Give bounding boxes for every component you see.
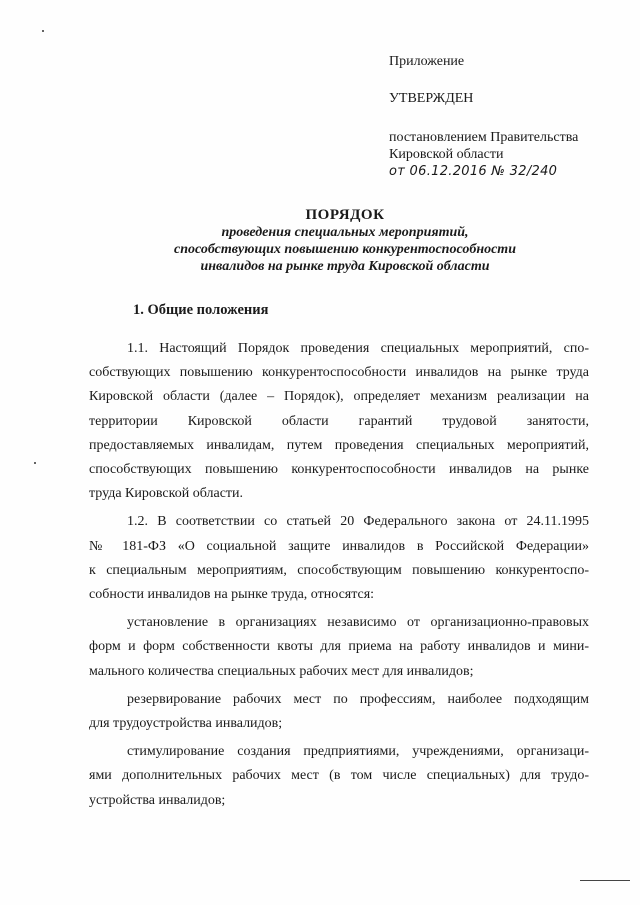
- approved-label: УТВЕРЖДЕН: [389, 91, 474, 106]
- scan-speck: [42, 30, 44, 32]
- appendix-label: Приложение: [389, 54, 465, 69]
- text-line: к специальным мероприятиям, способствующим повышению конкурентоспо-: [89, 562, 589, 578]
- text-line: собности инвалидов на рынке труда, относятся:: [89, 587, 375, 603]
- handwritten-date-number: от 06.12.2016 № 32/240: [389, 164, 558, 179]
- text-line: ями дополнительных рабочих мест (в том числе специальных) для трудо-: [89, 768, 589, 784]
- text-line: труда Кировской области.: [89, 486, 244, 502]
- title-line-1: проведения специальных мероприятий,: [221, 225, 469, 240]
- scan-speck: [34, 462, 36, 464]
- text-line: Кировской области (далее – Порядок), определяет механизм реализации на: [89, 389, 589, 405]
- list-item-quota: [89, 611, 589, 684]
- text-line: резервирование рабочих мест по профессиям, наиболее подходящим: [127, 691, 589, 707]
- text-line: собствующих повышению конкурентоспособности инвалидов на рынке труда: [89, 365, 589, 381]
- paragraph-1-2: [89, 510, 589, 607]
- section-heading: 1. Общие положения: [133, 302, 269, 318]
- text-line: 1.2. В соответствии со статьей 20 Федерального закона от 24.11.1995: [127, 514, 589, 530]
- text-line: для трудоустройства инвалидов;: [89, 716, 283, 732]
- title-line-3: инвалидов на рынке труда Кировской области: [200, 259, 490, 274]
- text-line: установление в организациях независимо от организационно-правовых: [127, 615, 589, 631]
- text-line: способствующих повышению конкурентоспособности инвалидов на рынке: [89, 462, 589, 478]
- text-line: форм и форм собственности квоты для приема на работу инвалидов и мини-: [89, 639, 589, 655]
- document-title: [110, 207, 580, 275]
- list-item-stimulation: [89, 740, 589, 813]
- text-line: территории Кировской области гарантий трудовой занятости,: [89, 413, 589, 429]
- text-line: стимулирование создания предприятиями, учреждениями, организаци-: [127, 744, 589, 760]
- text-line: 1.1. Настоящий Порядок проведения специальных мероприятий, спо-: [127, 341, 589, 356]
- text-line: мального количества специальных рабочих мест для инвалидов;: [89, 663, 474, 679]
- resolution-line-1: постановлением Правительства: [389, 130, 579, 145]
- title-line-2: способствующих повышению конкурентоспособности: [174, 242, 516, 257]
- title-main: ПОРЯДОК: [305, 207, 385, 223]
- text-line: № 181-ФЗ «О социальной защите инвалидов в Российской Федерации»: [89, 538, 589, 554]
- body-text: [89, 337, 589, 817]
- text-line: устройства инвалидов;: [89, 792, 226, 808]
- text-line: предоставляемых инвалидам, путем проведения специальных мероприятий,: [89, 437, 589, 453]
- resolution-line-2: Кировской области: [389, 147, 504, 162]
- paragraph-1-1: [89, 337, 589, 506]
- approval-block: [389, 53, 629, 180]
- footer-rule: [580, 880, 630, 883]
- list-item-reservation: [89, 688, 589, 736]
